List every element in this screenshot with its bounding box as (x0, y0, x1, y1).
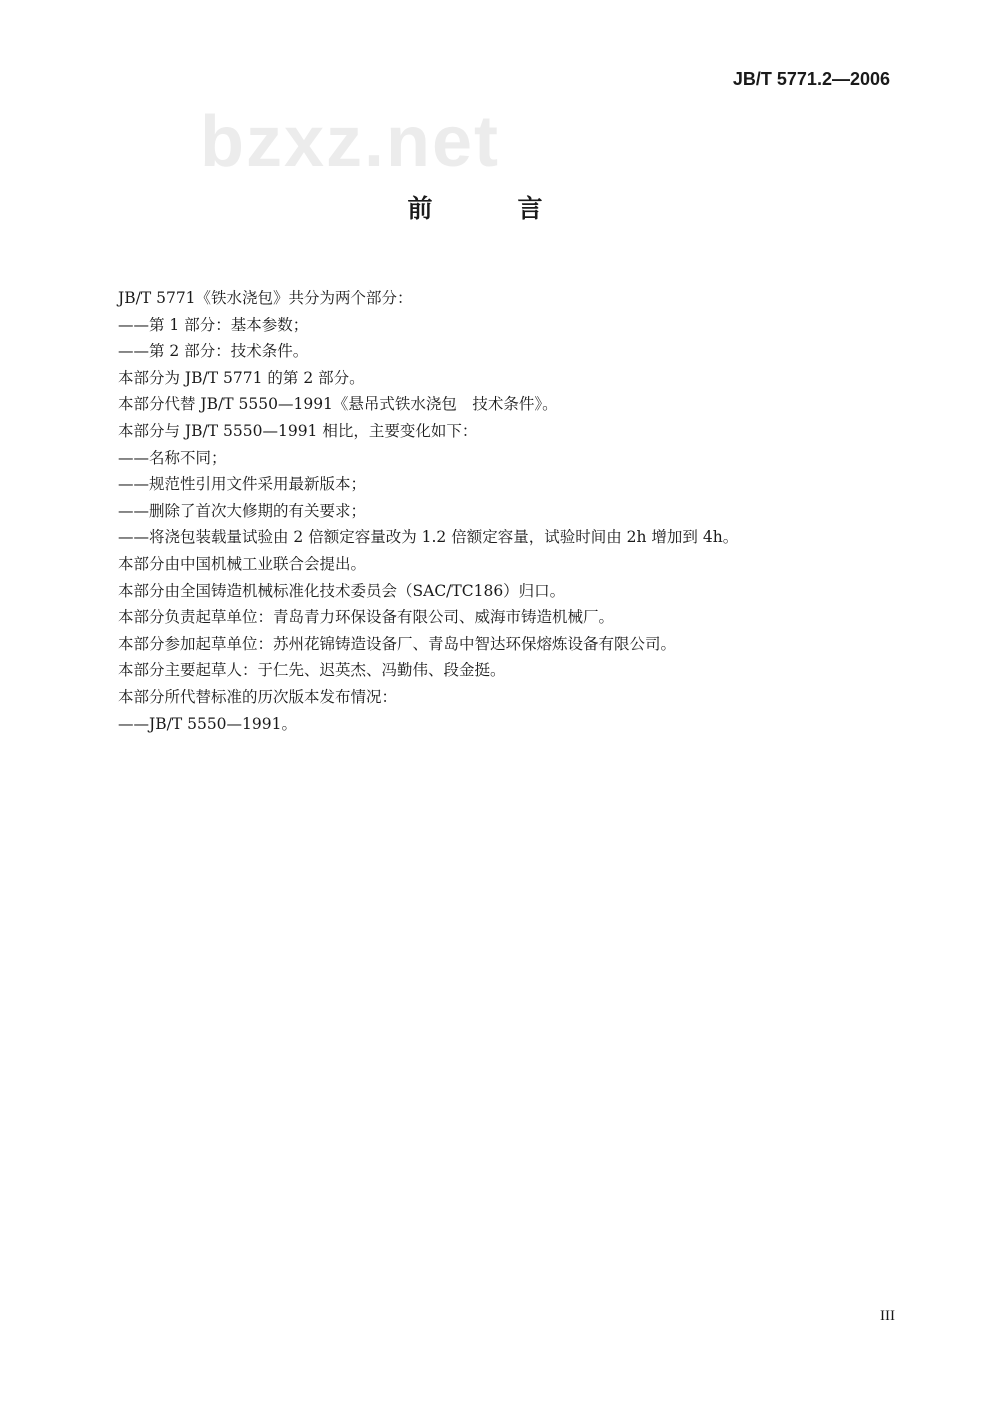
paragraph-line: 本部分主要起草人：于仁先、迟英杰、冯勤伟、段金挺。 (118, 661, 506, 680)
paragraph-line: ——将浇包装载量试验由 2 倍额定容量改为 1.2 倍额定容量，试验时间由 2h 增加到 4h。 (118, 528, 739, 547)
paragraph-line: 本部分与 JB/T 5550—1991 相比，主要变化如下： (118, 421, 478, 440)
page-number: III (880, 1308, 895, 1324)
paragraph-line: 本部分为 JB/T 5771 的第 2 部分。 (118, 368, 365, 387)
standard-number: JB/T 5771.2—2006 (732, 69, 890, 89)
paragraph-line: ——JB/T 5550—1991。 (118, 714, 297, 733)
paragraph-line: 本部分参加起草单位：苏州花锦铸造设备厂、青岛中智达环保熔炼设备有限公司。 (118, 634, 677, 653)
paragraph-line: 本部分所代替标准的历次版本发布情况： (118, 687, 398, 706)
paragraph-line: ——名称不同； (118, 448, 227, 467)
paragraph-line: ——第 1 部分：基本参数； (118, 315, 309, 334)
paragraph-line: 本部分由中国机械工业联合会提出。 (118, 554, 367, 573)
paragraph-line: ——删除了首次大修期的有关要求； (118, 501, 367, 520)
paragraph-line: ——第 2 部分：技术条件。 (118, 342, 309, 361)
watermark: bzxz.net (200, 102, 501, 182)
paragraph-line: 本部分代替 JB/T 5550—1991《悬吊式铁水浇包 技术条件》。 (118, 395, 558, 414)
paragraph-line: 本部分由全国铸造机械标准化技术委员会（SAC/TC186）归口。 (118, 581, 566, 600)
foreword-body (118, 285, 918, 737)
page-title: 前 言 (407, 194, 573, 223)
paragraph-line: ——规范性引用文件采用最新版本； (118, 475, 367, 494)
paragraph-line: JB/T 5771《铁水浇包》共分为两个部分： (118, 289, 413, 307)
paragraph-line: 本部分负责起草单位：青岛青力环保设备有限公司、威海市铸造机械厂。 (118, 608, 615, 627)
